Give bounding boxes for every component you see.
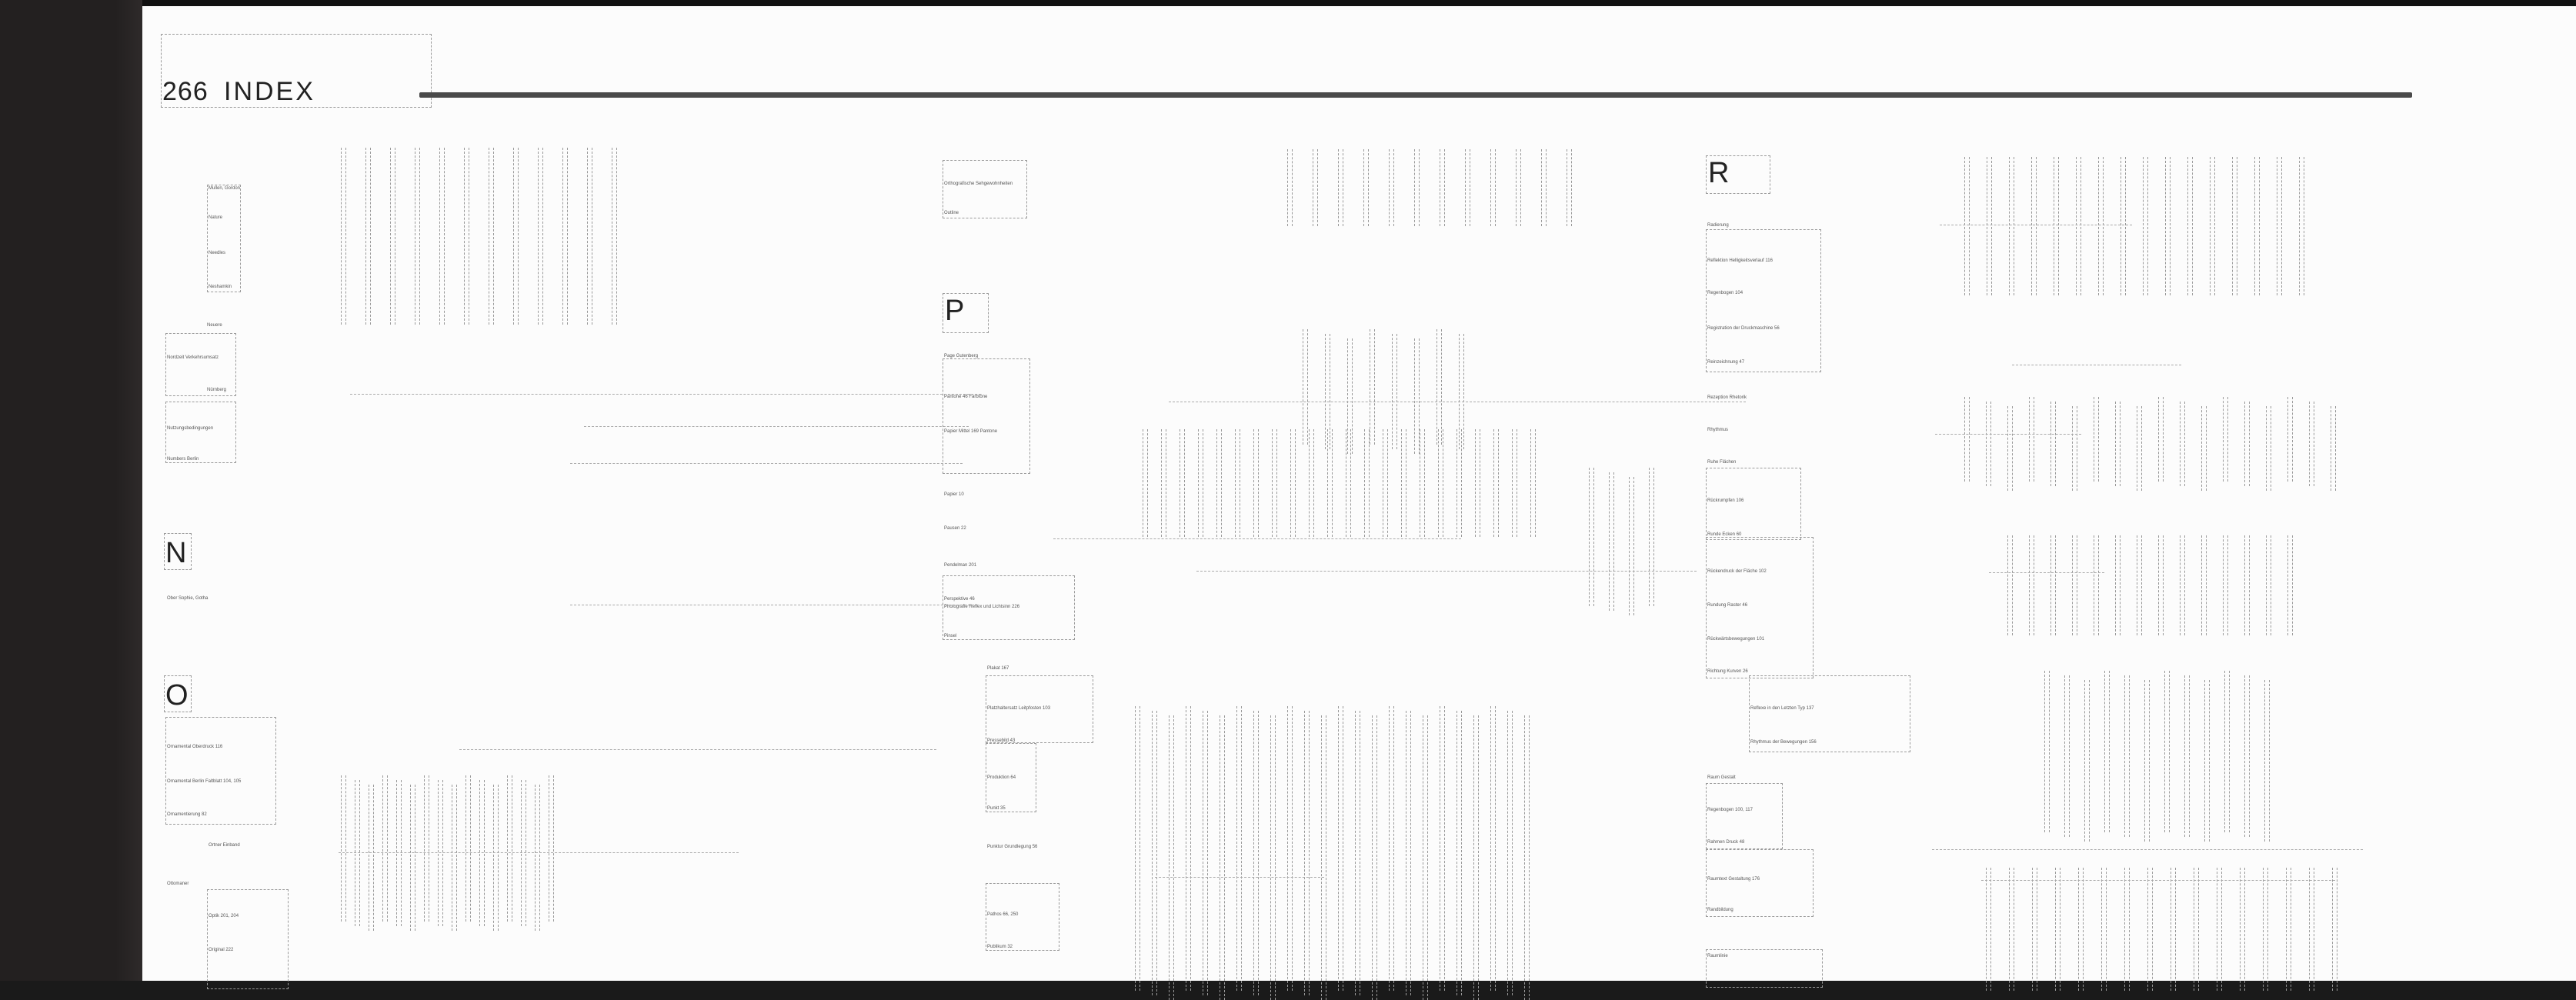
reference-mark [1253, 429, 1259, 537]
reference-mark [1457, 429, 1462, 537]
reference-mark [1465, 149, 1470, 226]
index-entry: Outline [944, 211, 959, 215]
reference-runner [584, 420, 969, 427]
index-entry: Platzhaltersatz Leitpfosten 103 [987, 706, 1051, 711]
entry-group [1706, 849, 1814, 917]
index-entry: Punktur Grundlegung 56 [987, 845, 1038, 849]
reference-mark [2104, 671, 2110, 832]
reference-runner [459, 743, 936, 750]
reference-mark [1457, 711, 1462, 995]
reference-mark [2101, 868, 2107, 991]
index-entry: Perspektive 46 [944, 597, 975, 602]
reference-mark [1589, 468, 1594, 606]
index-entry: Reinzeichnung 47 [1707, 360, 1745, 365]
index-entry: Punkt 35 [987, 806, 1006, 811]
reference-mark [1987, 157, 1992, 295]
reference-mark [1401, 429, 1406, 537]
reference-mark [2044, 671, 2050, 832]
reference-mark [2165, 157, 2171, 295]
reference-mark [2121, 157, 2126, 295]
reference-mark [396, 780, 402, 926]
index-entry: Runde Ecken 60 [1707, 532, 1742, 537]
reference-mark [489, 148, 494, 325]
index-entry: Randbildung [1707, 908, 1733, 912]
index-entry: Reflektion Helligkeitsverlauf 116 [1707, 258, 1773, 263]
reference-mark [2277, 157, 2282, 295]
window-top-edge [0, 0, 2576, 6]
reference-mark [2180, 535, 2185, 635]
index-entry: Needles [209, 251, 226, 255]
reference-mark [2223, 397, 2228, 482]
reference-runner [1196, 565, 1697, 572]
reference-mark [2144, 680, 2150, 842]
reference-mark [2210, 157, 2215, 295]
reference-mark [1303, 329, 1308, 445]
reference-mark [1338, 149, 1343, 226]
reference-runner [1053, 532, 1461, 539]
reference-mark [415, 148, 420, 325]
spine-shadow [115, 0, 142, 981]
index-entry: Publikum 32 [987, 945, 1013, 949]
reference-mark [2158, 535, 2164, 635]
reference-mark [2029, 397, 2034, 482]
index-entry: Radierung [1707, 223, 1729, 228]
reference-mark [1986, 402, 1991, 486]
reference-mark [2287, 535, 2293, 635]
index-entry: Original 222 [209, 948, 234, 952]
reference-mark [1490, 149, 1496, 226]
index-entry: Ortner Einband [209, 843, 240, 848]
reference-mark [1389, 149, 1394, 226]
reference-mark [2201, 406, 2207, 491]
index-entry: Neuere [207, 323, 222, 328]
reference-runner [1935, 428, 2081, 435]
reference-runner [1940, 218, 2132, 225]
reference-mark [479, 780, 485, 926]
reference-mark [1236, 706, 1242, 991]
reference-mark [1567, 149, 1572, 226]
reference-mark [438, 780, 443, 926]
reference-mark [1493, 429, 1499, 537]
reference-mark [1290, 429, 1296, 537]
reference-mark [2264, 680, 2270, 842]
index-entry: Pendelman 201 [944, 563, 977, 568]
reference-mark [2223, 535, 2228, 635]
reference-mark [2007, 406, 2013, 491]
reference-mark [2084, 680, 2090, 842]
reference-mark [2143, 157, 2148, 295]
reference-mark [1372, 715, 1377, 1000]
reference-mark [2299, 157, 2304, 295]
index-entry: Produktion 64 [987, 775, 1016, 780]
reference-mark [1530, 429, 1536, 537]
section-letter-n: N [165, 537, 187, 569]
reference-mark [2032, 868, 2037, 991]
reference-mark [1512, 429, 1517, 537]
reference-mark [1629, 477, 1634, 615]
reference-mark [1272, 429, 1277, 537]
reference-mark [2094, 397, 2099, 482]
reference-mark [1964, 157, 1970, 295]
index-entry: Plakat 167 [987, 666, 1009, 671]
reference-mark [1986, 868, 1991, 991]
reference-mark [341, 148, 346, 325]
reference-mark [2244, 675, 2250, 837]
index-entry: Ruhe Flächen [1707, 460, 1737, 465]
reference-mark [365, 148, 371, 325]
reference-mark [2072, 535, 2077, 635]
index-entry: Reflexe in den Letzten Typ 137 [1750, 706, 1814, 711]
page-title: INDEX [224, 77, 315, 106]
index-entry: Rezeption Rhetorik [1707, 395, 1747, 400]
reference-mark [2180, 402, 2185, 486]
reference-mark [1370, 329, 1375, 445]
reference-mark [612, 148, 617, 325]
reference-mark [1135, 706, 1140, 991]
reference-mark [2076, 157, 2081, 295]
reference-mark [2263, 868, 2268, 991]
reference-mark [2224, 671, 2230, 832]
index-entry: Nordzeit Verkehrsumsatz [167, 355, 219, 360]
reference-mark [1609, 472, 1614, 611]
reference-mark [1406, 711, 1411, 995]
index-entry: Numbers Berlin [167, 457, 199, 462]
reference-mark [1313, 149, 1318, 226]
entry-group [165, 717, 276, 825]
entry-group [986, 883, 1059, 951]
entry-group [207, 889, 289, 989]
entry-group [1706, 468, 1801, 540]
index-entry: Orthografische Sehgewohnheiten [944, 182, 1013, 186]
reference-runner [1981, 874, 2335, 881]
reference-mark [355, 780, 360, 926]
reference-mark [1327, 429, 1333, 537]
index-entry: Pausen 22 [944, 526, 966, 531]
reference-mark [1475, 429, 1480, 537]
index-entry: Rundung Raster 46 [1707, 603, 1748, 608]
reference-mark [1338, 706, 1343, 991]
index-entry: Registration der Druckmaschine 56 [1707, 326, 1780, 331]
reference-mark [562, 148, 568, 325]
reference-mark [2115, 535, 2121, 635]
reference-mark [2098, 157, 2104, 295]
reference-mark [2266, 406, 2271, 491]
reference-mark [2184, 675, 2190, 837]
reference-mark [2147, 868, 2153, 991]
reference-mark [513, 148, 519, 325]
reference-mark [390, 148, 395, 325]
reference-mark [1355, 711, 1360, 995]
index-entry: Ornamental Oberdruck 116 [167, 745, 223, 749]
reference-mark [2266, 535, 2271, 635]
reference-mark [1389, 706, 1394, 991]
index-entry: Pressebild 43 [987, 738, 1016, 743]
reference-runner [339, 846, 739, 853]
reference-mark [2078, 868, 2084, 991]
index-entry: Rhythmus [1707, 428, 1729, 432]
reference-mark [2009, 157, 2014, 295]
reference-mark [1143, 429, 1148, 537]
reference-mark [1541, 149, 1547, 226]
index-entry: Rückrumpfen 106 [1707, 498, 1744, 503]
reference-mark [1440, 706, 1445, 991]
index-entry: Page Gutenberg [944, 354, 979, 358]
reference-mark [1436, 329, 1442, 445]
index-page [142, 6, 2576, 981]
reference-mark [2309, 402, 2314, 486]
reference-mark [2286, 868, 2291, 991]
index-entry: Ornamentierung 82 [167, 812, 207, 817]
reference-mark [2187, 157, 2193, 295]
index-entry: Nürnberg [207, 388, 227, 392]
reference-mark [1304, 711, 1310, 995]
section-letter-p: P [945, 295, 965, 327]
entry-group [1706, 229, 1821, 372]
index-entry: Richtung Kurven 26 [1707, 669, 1748, 674]
reference-mark [439, 148, 445, 325]
index-entry: Optik 201, 204 [209, 914, 239, 918]
reference-mark [2164, 671, 2170, 832]
reference-mark [2072, 406, 2077, 491]
reference-runner [1932, 843, 2363, 850]
reference-mark [2204, 680, 2210, 842]
reference-mark [1440, 149, 1445, 226]
reference-mark [2007, 535, 2013, 635]
index-entry: Pantone 46 Farbtöne [944, 395, 988, 399]
reference-mark [1169, 715, 1174, 1000]
reference-mark [2240, 868, 2245, 991]
reference-mark [1649, 468, 1654, 606]
index-entry: Pathos 66, 250 [987, 912, 1019, 917]
entry-group [165, 402, 236, 463]
reference-mark [1287, 149, 1293, 226]
reference-mark [1186, 706, 1191, 991]
reference-mark [1363, 149, 1369, 226]
reference-mark [1392, 334, 1397, 449]
reference-mark [2254, 157, 2260, 295]
index-entry: Regenbogen 100, 117 [1707, 808, 1753, 812]
reference-mark [464, 148, 469, 325]
header-rule [419, 92, 2412, 98]
reference-mark [587, 148, 592, 325]
reference-mark [1516, 149, 1521, 226]
reference-runner [350, 388, 981, 395]
reference-mark [1423, 715, 1428, 1000]
reference-mark [1438, 429, 1443, 537]
entry-group [1706, 537, 1814, 678]
reference-mark [521, 780, 526, 926]
reference-mark [2244, 402, 2250, 486]
reference-mark [1180, 429, 1185, 537]
reference-runner [1989, 566, 2104, 573]
reference-mark [2009, 868, 2014, 991]
section-letter-r: R [1708, 157, 1730, 189]
reference-mark [1161, 429, 1166, 537]
reference-mark [1964, 397, 1970, 482]
index-entry: Rückwärtsbewegungen 101 [1707, 637, 1765, 642]
reference-mark [1364, 429, 1370, 537]
page-number: 266 [162, 77, 209, 106]
index-entry: Rhythmus der Bewegungen 156 [1750, 740, 1817, 745]
index-entry: Raumlinie [1707, 954, 1728, 958]
entry-group [165, 333, 236, 396]
entry-group [943, 160, 1027, 218]
reference-mark [1198, 429, 1203, 537]
reference-mark [2244, 535, 2250, 635]
reference-mark [1152, 711, 1157, 995]
index-entry: Mullen, Gordon [209, 186, 241, 191]
reference-mark [1309, 429, 1314, 537]
index-entry: Neshamkin [209, 285, 232, 289]
section-letter-o: O [165, 679, 189, 712]
reference-mark [369, 785, 374, 931]
index-entry: Pinsel [944, 634, 957, 638]
reference-mark [2331, 406, 2336, 491]
index-entry: Rahmen Druck 48 [1707, 840, 1745, 845]
reference-mark [1490, 706, 1496, 991]
reference-mark [1383, 429, 1388, 537]
index-entry: Photografie Reflex und Lichtsinn 226 [944, 605, 1020, 609]
reference-mark [1321, 715, 1326, 1000]
reference-mark [410, 785, 415, 931]
index-entry: Nature [209, 215, 223, 220]
reference-mark [2054, 157, 2059, 295]
reference-mark [2194, 868, 2199, 991]
reference-runner [1155, 871, 1324, 878]
reference-mark [1473, 715, 1479, 1000]
reference-mark [2217, 868, 2222, 991]
index-entry: Papier 10 [944, 492, 964, 497]
reference-mark [1216, 429, 1222, 537]
reference-mark [538, 148, 543, 325]
reference-mark [2137, 535, 2142, 635]
index-entry: Regenbogen 104 [1707, 291, 1743, 295]
reference-mark [2171, 868, 2176, 991]
reference-mark [1220, 715, 1225, 1000]
reference-mark [2158, 397, 2164, 482]
reference-mark [1235, 429, 1240, 537]
index-entry: Ottomaner [167, 882, 189, 886]
reference-mark [535, 785, 540, 931]
reference-mark [2124, 868, 2130, 991]
reference-mark [2309, 868, 2314, 991]
index-entry: Rückendruck der Fläche 102 [1707, 569, 1767, 574]
reference-mark [1253, 711, 1259, 995]
index-entry: Papier Mittel 169 Pantone [944, 429, 998, 434]
reference-mark [1524, 715, 1530, 1000]
reference-mark [452, 785, 457, 931]
reference-mark [1203, 711, 1208, 995]
reference-runner [570, 598, 978, 605]
index-entry: Nutzungsbedingungen [167, 426, 214, 431]
entry-group [207, 185, 241, 292]
reference-mark [2050, 535, 2056, 635]
reference-mark [1287, 706, 1293, 991]
reference-mark [2287, 397, 2293, 482]
reference-mark [2124, 675, 2130, 837]
reference-mark [1507, 711, 1513, 995]
reference-mark [2031, 157, 2037, 295]
reference-mark [2029, 535, 2034, 635]
reference-mark [2201, 535, 2207, 635]
reference-mark [2332, 868, 2337, 991]
reference-mark [2055, 868, 2060, 991]
reference-runner [1169, 395, 1746, 402]
reference-mark [1270, 715, 1276, 1000]
index-entry: Raumtext Gestaltung 176 [1707, 877, 1760, 882]
reference-mark [493, 785, 499, 931]
reference-mark [2094, 535, 2099, 635]
reference-mark [1346, 429, 1351, 537]
reference-mark [2115, 402, 2121, 486]
reference-runner [2012, 358, 2181, 365]
reference-mark [2137, 406, 2142, 491]
reference-mark [1420, 429, 1425, 537]
reference-mark [1414, 149, 1420, 226]
reference-mark [2064, 675, 2070, 837]
index-entry: Ornamental Berlin Faltblatt 104, 105 [167, 779, 242, 784]
reference-mark [2232, 157, 2237, 295]
index-entry: Ober Sophie, Gotha [167, 596, 209, 601]
reference-runner [570, 457, 963, 464]
reference-mark [2050, 402, 2056, 486]
index-entry: Raum Gestalt [1707, 775, 1736, 780]
